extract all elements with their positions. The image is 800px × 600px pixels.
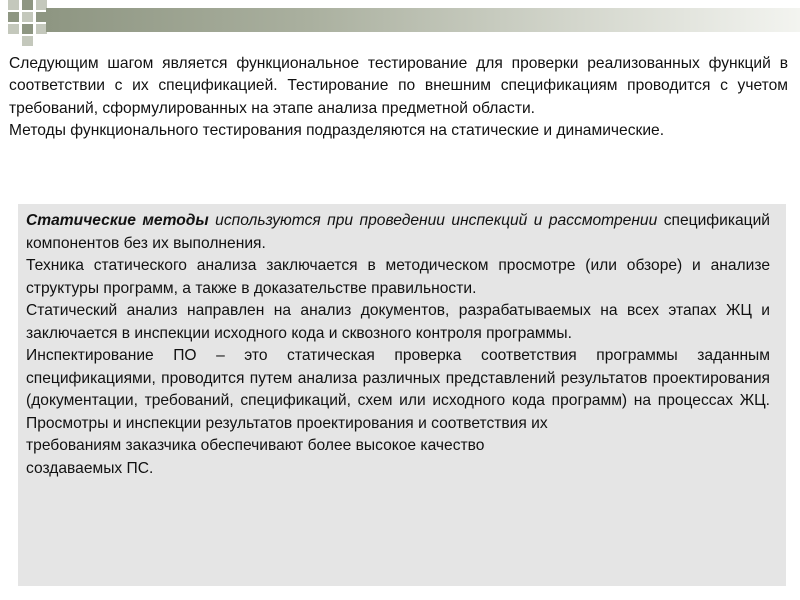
term-static-methods: Статические методы (26, 212, 209, 229)
panel-paragraph: Статический анализ направлен на анализ документов, разрабатываемых на всех этапах ЖЦ и заключается в инспекции исходного кода и сквозного контроля программы. (26, 302, 770, 342)
panel-paragraph: Техника статического анализа заключается в методическом просмотре (или обзоре) и анализе структуры программ, а также в доказательстве правильности. (26, 257, 770, 297)
intro-text (9, 53, 788, 143)
title-bar-gradient (46, 8, 800, 32)
deco-square (22, 24, 33, 34)
plain-phrase: спецификаций компонентов без их выполнения. (26, 212, 771, 252)
static-methods-panel (18, 204, 786, 586)
intro-paragraph: Методы функционального тестирования подразделяются на статические и динамические. (9, 122, 665, 140)
italic-phrase: используются при проведении инспекций и рассмотрении (208, 212, 658, 229)
panel-paragraph-tail: требованиям заказчика обеспечивают более высокое качество (26, 437, 485, 454)
panel-paragraph-tail: создаваемых ПС. (26, 459, 154, 477)
panel-paragraph: Инспектирование ПО – это статическая проверка соответствия программы заданным спецификациями, проводится путем анализа различных представлений результатов проектирования (документации, требований, спецификаций, схем или исходного кода программ) на процессах ЖЦ. Просмотры и инспекции результатов проектирования и соответствия их (26, 347, 770, 432)
deco-square (8, 24, 19, 34)
deco-square (8, 12, 19, 22)
deco-square (22, 12, 33, 22)
deco-square (22, 36, 33, 46)
deco-square (22, 0, 33, 10)
deco-square (8, 0, 19, 10)
panel-text (26, 210, 770, 480)
intro-paragraph: Следующим шагом является функциональное тестирование для проверки реализованных функций в соответствии с их спецификацией. Тестирование по внешним спецификациям проводится с учетом требований, сформулированных на этапе анализа предметной области. (9, 55, 788, 117)
panel-paragraph (26, 210, 770, 255)
